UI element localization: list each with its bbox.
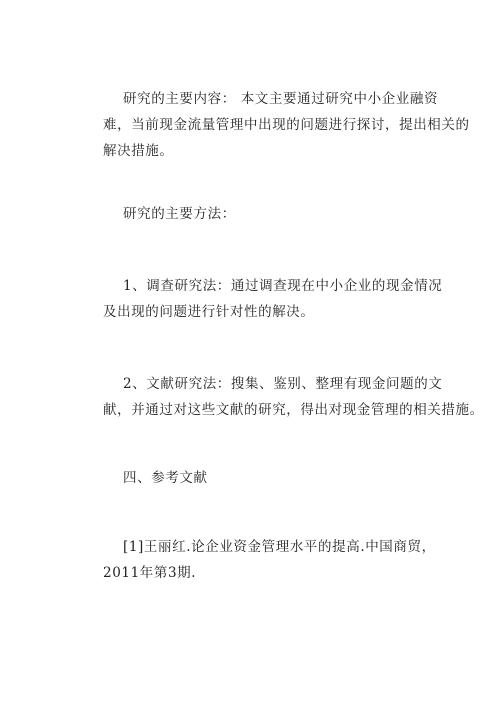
paragraph-line: 研究的主要内容： 本文主要通过研究中小企业融资 <box>123 91 439 107</box>
method-survey-paragraph <box>103 273 443 325</box>
paragraph-line: 难，当前现金流量管理中出现的问题进行探讨，提出相关的 <box>103 117 470 133</box>
paragraph-line: 献，并通过对这些文献的研究，得出对现金管理的相关措施。 <box>103 402 484 418</box>
paragraph-line: [1]王丽红.论企业资金管理水平的提高.中国商贸， <box>123 539 436 555</box>
paragraph-line: 2、文献研究法：搜集、鉴别、整理有现金问题的文 <box>123 376 443 392</box>
paragraph-line: 及出现的问题进行针对性的解决。 <box>103 304 315 320</box>
paragraph-line: 解决措施。 <box>103 143 174 159</box>
research-methods-heading: 研究的主要方法： <box>123 206 236 222</box>
paragraph-line: 2011年第3期. <box>103 565 197 581</box>
research-content-paragraph <box>103 86 470 164</box>
paragraph-line: 1、调查研究法：通过调查现在中小企业的现金情况 <box>123 278 443 294</box>
method-literature-paragraph <box>103 371 484 423</box>
references-heading: 四、参考文献 <box>123 470 208 486</box>
reference-item <box>103 534 436 586</box>
